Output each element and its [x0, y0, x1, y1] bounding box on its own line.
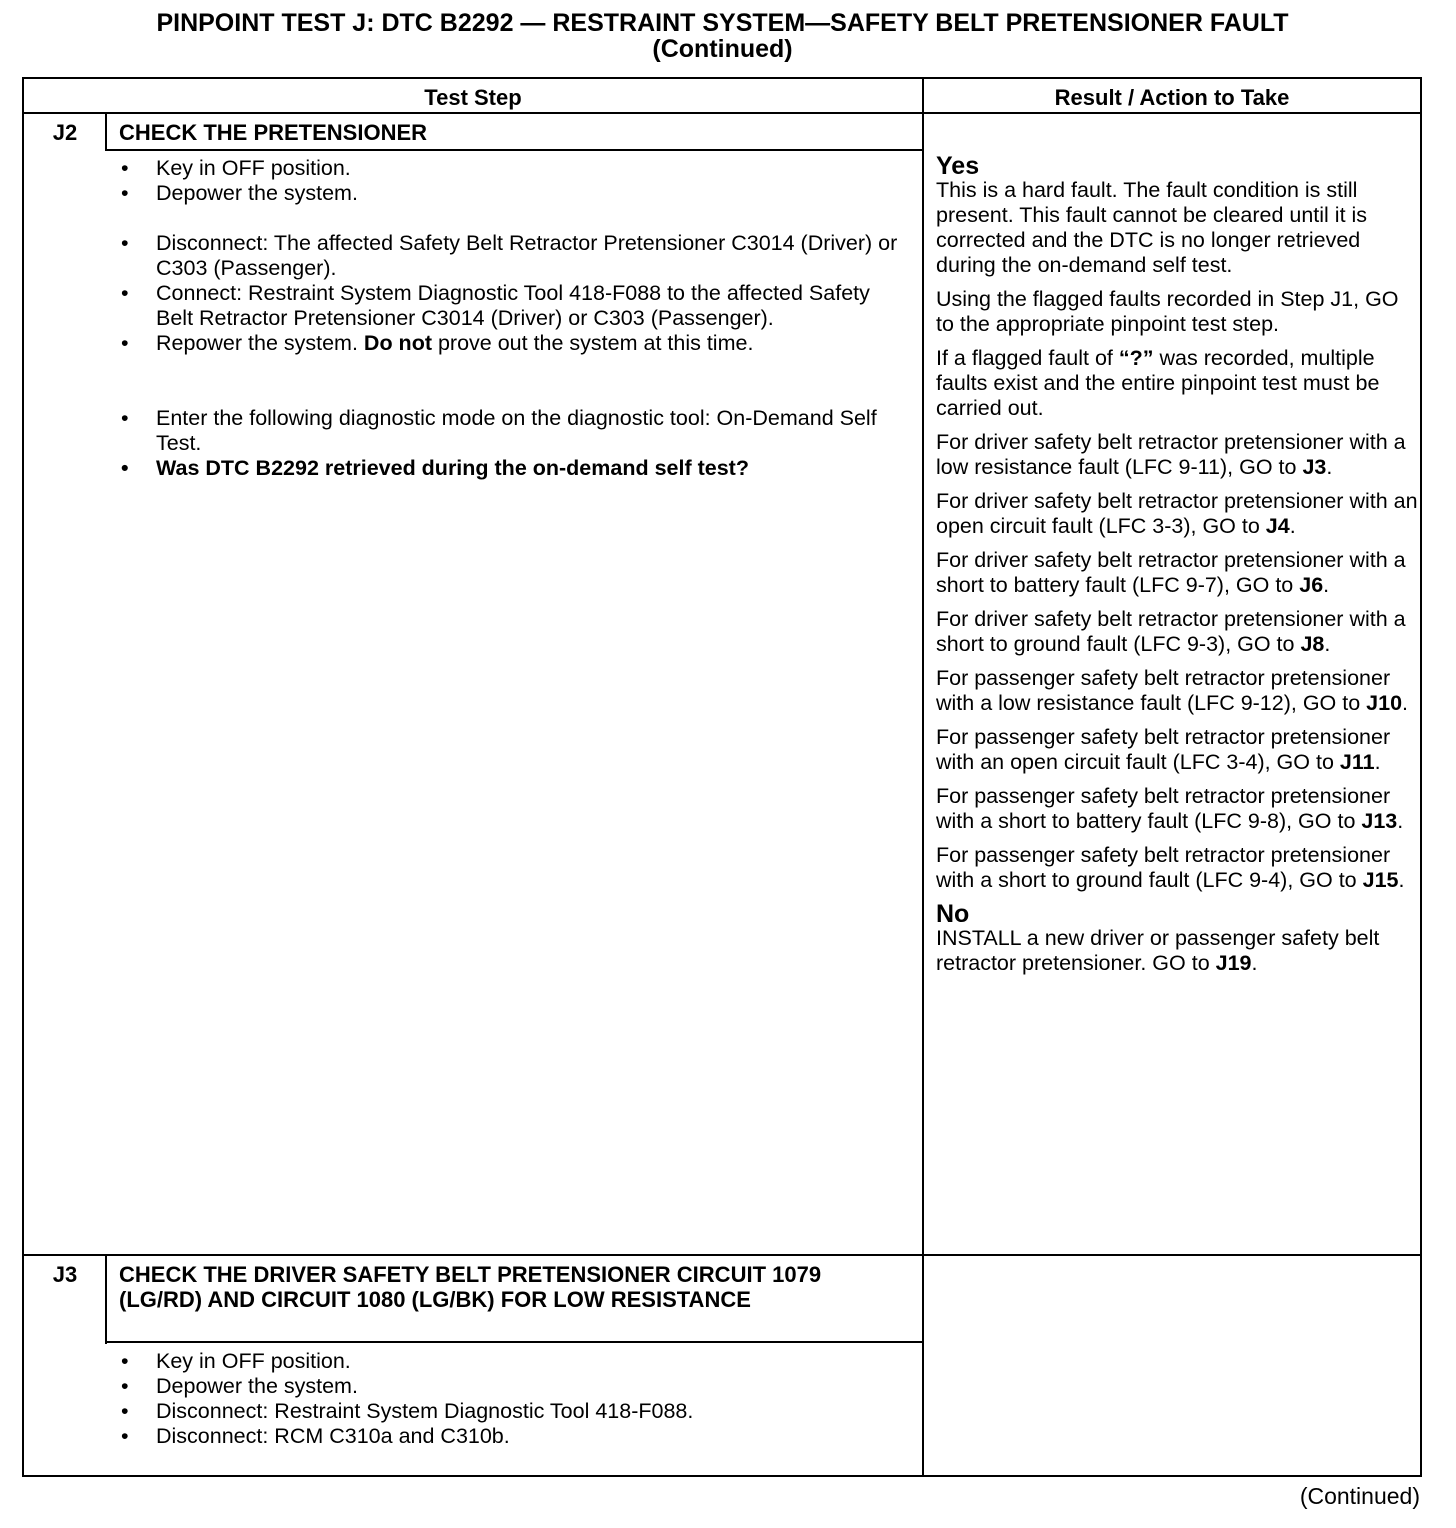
step-divider	[24, 1254, 1420, 1256]
multiple-faults-text: If a flagged fault of “?” was recorded, multiple faults exist and the entire pinpoint test must be carried out.	[936, 346, 1380, 420]
step-title-j3: CHECK THE DRIVER SAFETY BELT PRETENSIONER CIRCUIT 1079 (LG/RD) AND CIRCUIT 1080 (LG/BK) FOR LOW RESISTANCE	[119, 1262, 822, 1312]
step-j2-instructions	[119, 156, 909, 481]
yes-text: This is a hard fault. The fault condition is still present. This fault cannot be cleared until it is corrected and the DTC is no longer retrieved during the on-demand self test.	[936, 178, 1368, 277]
pinpoint-test-table	[22, 77, 1422, 1477]
step-j2-result	[936, 154, 1418, 985]
list-item: • Disconnect: The affected Safety Belt Retractor Pretensioner C3014 (Driver) or C303 (Passenger).	[119, 231, 909, 281]
header-divider	[24, 112, 1420, 114]
column-divider	[922, 79, 924, 1475]
list-item: • Depower the system.	[119, 1374, 909, 1399]
list-item: • Was DTC B2292 retrieved during the on-demand self test?	[119, 456, 909, 481]
no-label: No	[936, 900, 970, 928]
step-id-j2: J2	[52, 120, 78, 145]
step-j3-instructions	[119, 1349, 909, 1449]
list-item: • Enter the following diagnostic mode on the diagnostic tool: On-Demand Self Test.	[119, 406, 909, 456]
yes-label: Yes	[936, 152, 980, 180]
title-line-2: (Continued)	[652, 35, 793, 63]
continued-footer: (Continued)	[1299, 1483, 1420, 1509]
action-item: For passenger safety belt retractor pretensioner with an open circuit fault (LFC 3-4), GO to J11.	[936, 725, 1391, 774]
action-item: For passenger safety belt retractor pretensioner with a short to ground fault (LFC 9-4), GO to J15.	[936, 843, 1405, 892]
action-item: For driver safety belt retractor pretensioner with a short to battery fault (LFC 9-7), GO to J6.	[936, 548, 1406, 597]
list-item: • Repower the system. Do not prove out the system at this time.	[119, 331, 909, 356]
step-title-underline-j3	[105, 1341, 922, 1343]
list-item: • Connect: Restraint System Diagnostic Tool 418-F088 to the affected Safety Belt Retractor Pretensioner C3014 (Driver) or C303 (Passenger).	[119, 281, 909, 331]
list-item: • Disconnect: Restraint System Diagnostic Tool 418-F088.	[119, 1399, 909, 1424]
list-item: • Key in OFF position.	[119, 156, 909, 181]
action-item: For driver safety belt retractor pretensioner with a low resistance fault (LFC 9-11), GO to J3.	[936, 430, 1406, 479]
action-item: For driver safety belt retractor pretensioner with an open circuit fault (LFC 3-3), GO to J4.	[936, 489, 1418, 538]
step-id-j3: J3	[52, 1262, 78, 1287]
step-title-j2: CHECK THE PRETENSIONER	[119, 120, 428, 145]
header-result: Result / Action to Take	[1054, 85, 1290, 110]
no-text: INSTALL a new driver or passenger safety belt retractor pretensioner. GO to J19.	[936, 926, 1380, 975]
list-item: • Depower the system.	[119, 181, 909, 206]
action-item: For driver safety belt retractor pretensioner with a short to ground fault (LFC 9-3), GO to J8.	[936, 607, 1406, 656]
list-item: • Key in OFF position.	[119, 1349, 909, 1374]
step-title-underline-j2	[105, 149, 922, 151]
header-test-step: Test Step	[424, 85, 522, 110]
page-title	[22, 10, 1423, 62]
action-item: For passenger safety belt retractor pretensioner with a low resistance fault (LFC 9-12), GO to J10.	[936, 666, 1409, 715]
list-item: • Disconnect: RCM C310a and C310b.	[119, 1424, 909, 1449]
action-item: For passenger safety belt retractor pretensioner with a short to battery fault (LFC 9-8), GO to J13.	[936, 784, 1404, 833]
flagged-text: Using the flagged faults recorded in Step J1, GO to the appropriate pinpoint test step.	[936, 287, 1399, 336]
title-line-1: PINPOINT TEST J: DTC B2292 — RESTRAINT SYSTEM—SAFETY BELT PRETENSIONER FAULT	[156, 9, 1289, 37]
